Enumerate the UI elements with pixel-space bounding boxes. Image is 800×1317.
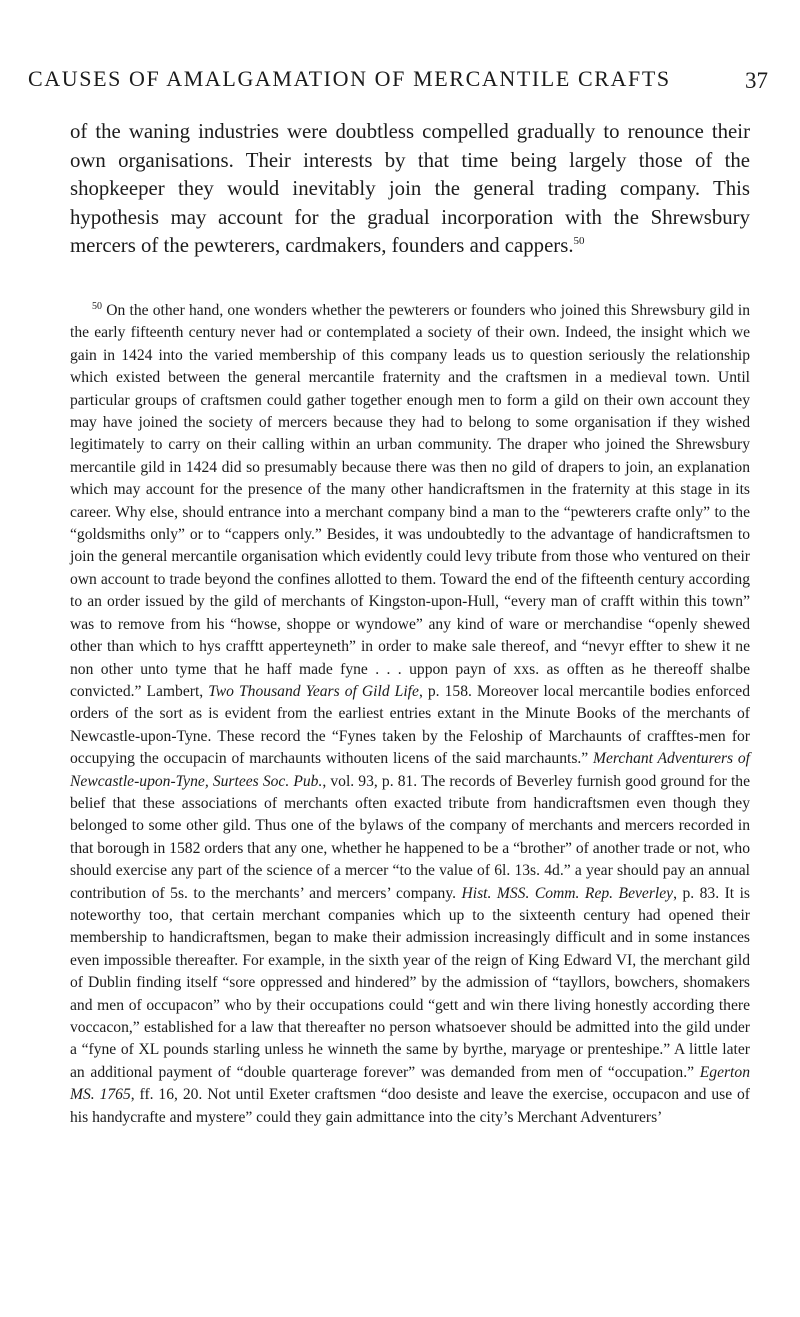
page-number: 37 bbox=[745, 68, 768, 93]
citation-title: Egerton MS. 1765 bbox=[70, 1063, 750, 1104]
footnote-50 bbox=[70, 300, 750, 1129]
body-paragraph-text: of the waning industries were doubtless compelled gradually to renounce their own organisations. Their interests by that time being largely those of the shopkeeper they would inevitably join the general trading company. This hypothesis may account for the gradual incorporation with the Shrewsbury mercers of the pewterers, cardmakers, founders and cappers. bbox=[70, 120, 750, 258]
footnote-text: , vol. 93, p. 81. The records of Beverley furnish good ground for the belief that these associations of merchants often exacted tribute from handicraftsmen even though they belonged to some other gild. Thus one of the bylaws of the company of merchants and mercers recorded in that borough in 1582 orders that any one, whether he happened to be a “brother” of another trade or not, who should exercise any part of the science of a mercer “to the value of 6l. 13s. 4d.” a year should pay an annual contribution of 5s. to the merchants’ and mercers’ company. bbox=[70, 772, 750, 902]
footnote-body bbox=[70, 302, 750, 1126]
footnote-text: , p. 83. It is noteworthy too, that certain merchant companies which up to the sixteenth century had opened their membership to handicraftsmen, began to make their admission increasingly difficult and in some instances even impossible thereafter. For example, in the sixth year of the reign of King Edward VI, the merchant gild of Dublin finding itself “sore oppressed and hindered” by the admission of “tayllors, bowchers, shomakers and men of occupacon” who by their occupations could “gett and win there living honestly according there voccacon,” established for a law that thereafter no person whatsoever should be admitted into the gild under a “fyne of XL pounds starling unless he winneth the same by byrthe, maryage or prenteshipe.” A little later an additional payment of “double quarterage forever” was demanded from men of “occupation.” bbox=[70, 884, 750, 1081]
footnote-text: , ff. 16, 20. Not until Exeter craftsmen “doo desiste and leave the exercise, occupacon and use of his handycrafte and mystere” could they gain admittance into the city’s Merchant Adventurers’ bbox=[70, 1086, 750, 1126]
footnote-reference[interactable]: 50 bbox=[573, 235, 585, 248]
citation-title: Merchant Adventurers of Newcastle-upon-Tyne, Surtees Soc. Pub. bbox=[70, 750, 751, 790]
body-paragraph bbox=[70, 118, 750, 261]
citation-title: Two Thousand Years of Gild Life bbox=[208, 682, 419, 700]
running-head bbox=[28, 64, 768, 104]
citation-title: Hist. MSS. Comm. Rep. Beverley bbox=[461, 884, 674, 902]
footnote-mark: 50 bbox=[92, 300, 102, 312]
footnote-text: On the other hand, one wonders whether the pewterers or founders who joined this Shrewsbury gild in the early fifteenth century never had or contemplated a society of their own. Indeed, the insight which we gain in 1424 into the varied membership of this company leads us to question seriously the relationship which existed between the general mercantile fraternity and the craftsmen in a medieval town. Until particular groups of craftsmen could gather together enough men to form a gild on their own account they may have joined the society of mercers because they had to belong to some organisation if they wished legitimately to carry on their calling within an urban community. The draper who joined the Shrewsbury mercantile gild in 1424 did so presumably because there was then no gild of drapers to join, an explanation which may account for the presence of the many other handicraftsmen in the fraternity at this stage in its career. Why else, should entrance into a merchant company bind a man to the “pewterers crafte only” to the “goldsmiths only” or to “cappers only.” Besides, it was undoubtedly to the advantage of handicraftsmen to join the general mercantile organisation which evidently could levy tribute from those who ventured on their own account to trade beyond the confines allotted to them. Toward the end of the fifteenth century according to an order issued by the gild of merchants of Kingston-upon-Hull, “every man of crafft within this town” was to remove from his “howse, shoppe or wyndowe” any kind of ware or merchandise “openly shewed other than which to hys crafftt apperteyneth” in order to make sale thereof, and “nevyr effter to shew it ne non other unto tyme that he haff made fyne . . . uppon payn of xxs. as offten as he thereoff shalbe convicted.” Lambert, bbox=[70, 302, 750, 700]
running-title: CAUSES OF AMALGAMATION OF MERCANTILE CRAFTS bbox=[28, 66, 671, 91]
footnote-text: , p. 158. Moreover local mercantile bodies enforced orders of the sort as is evident from the earliest entries extant in the Minute Books of the merchants of Newcastle-upon-Tyne. These record the “Fynes taken by the Feloship of Marchaunts of crafftes-men for occupying the occupacin of marchaunts withouten licens of the said marchaunts.” bbox=[70, 682, 750, 768]
